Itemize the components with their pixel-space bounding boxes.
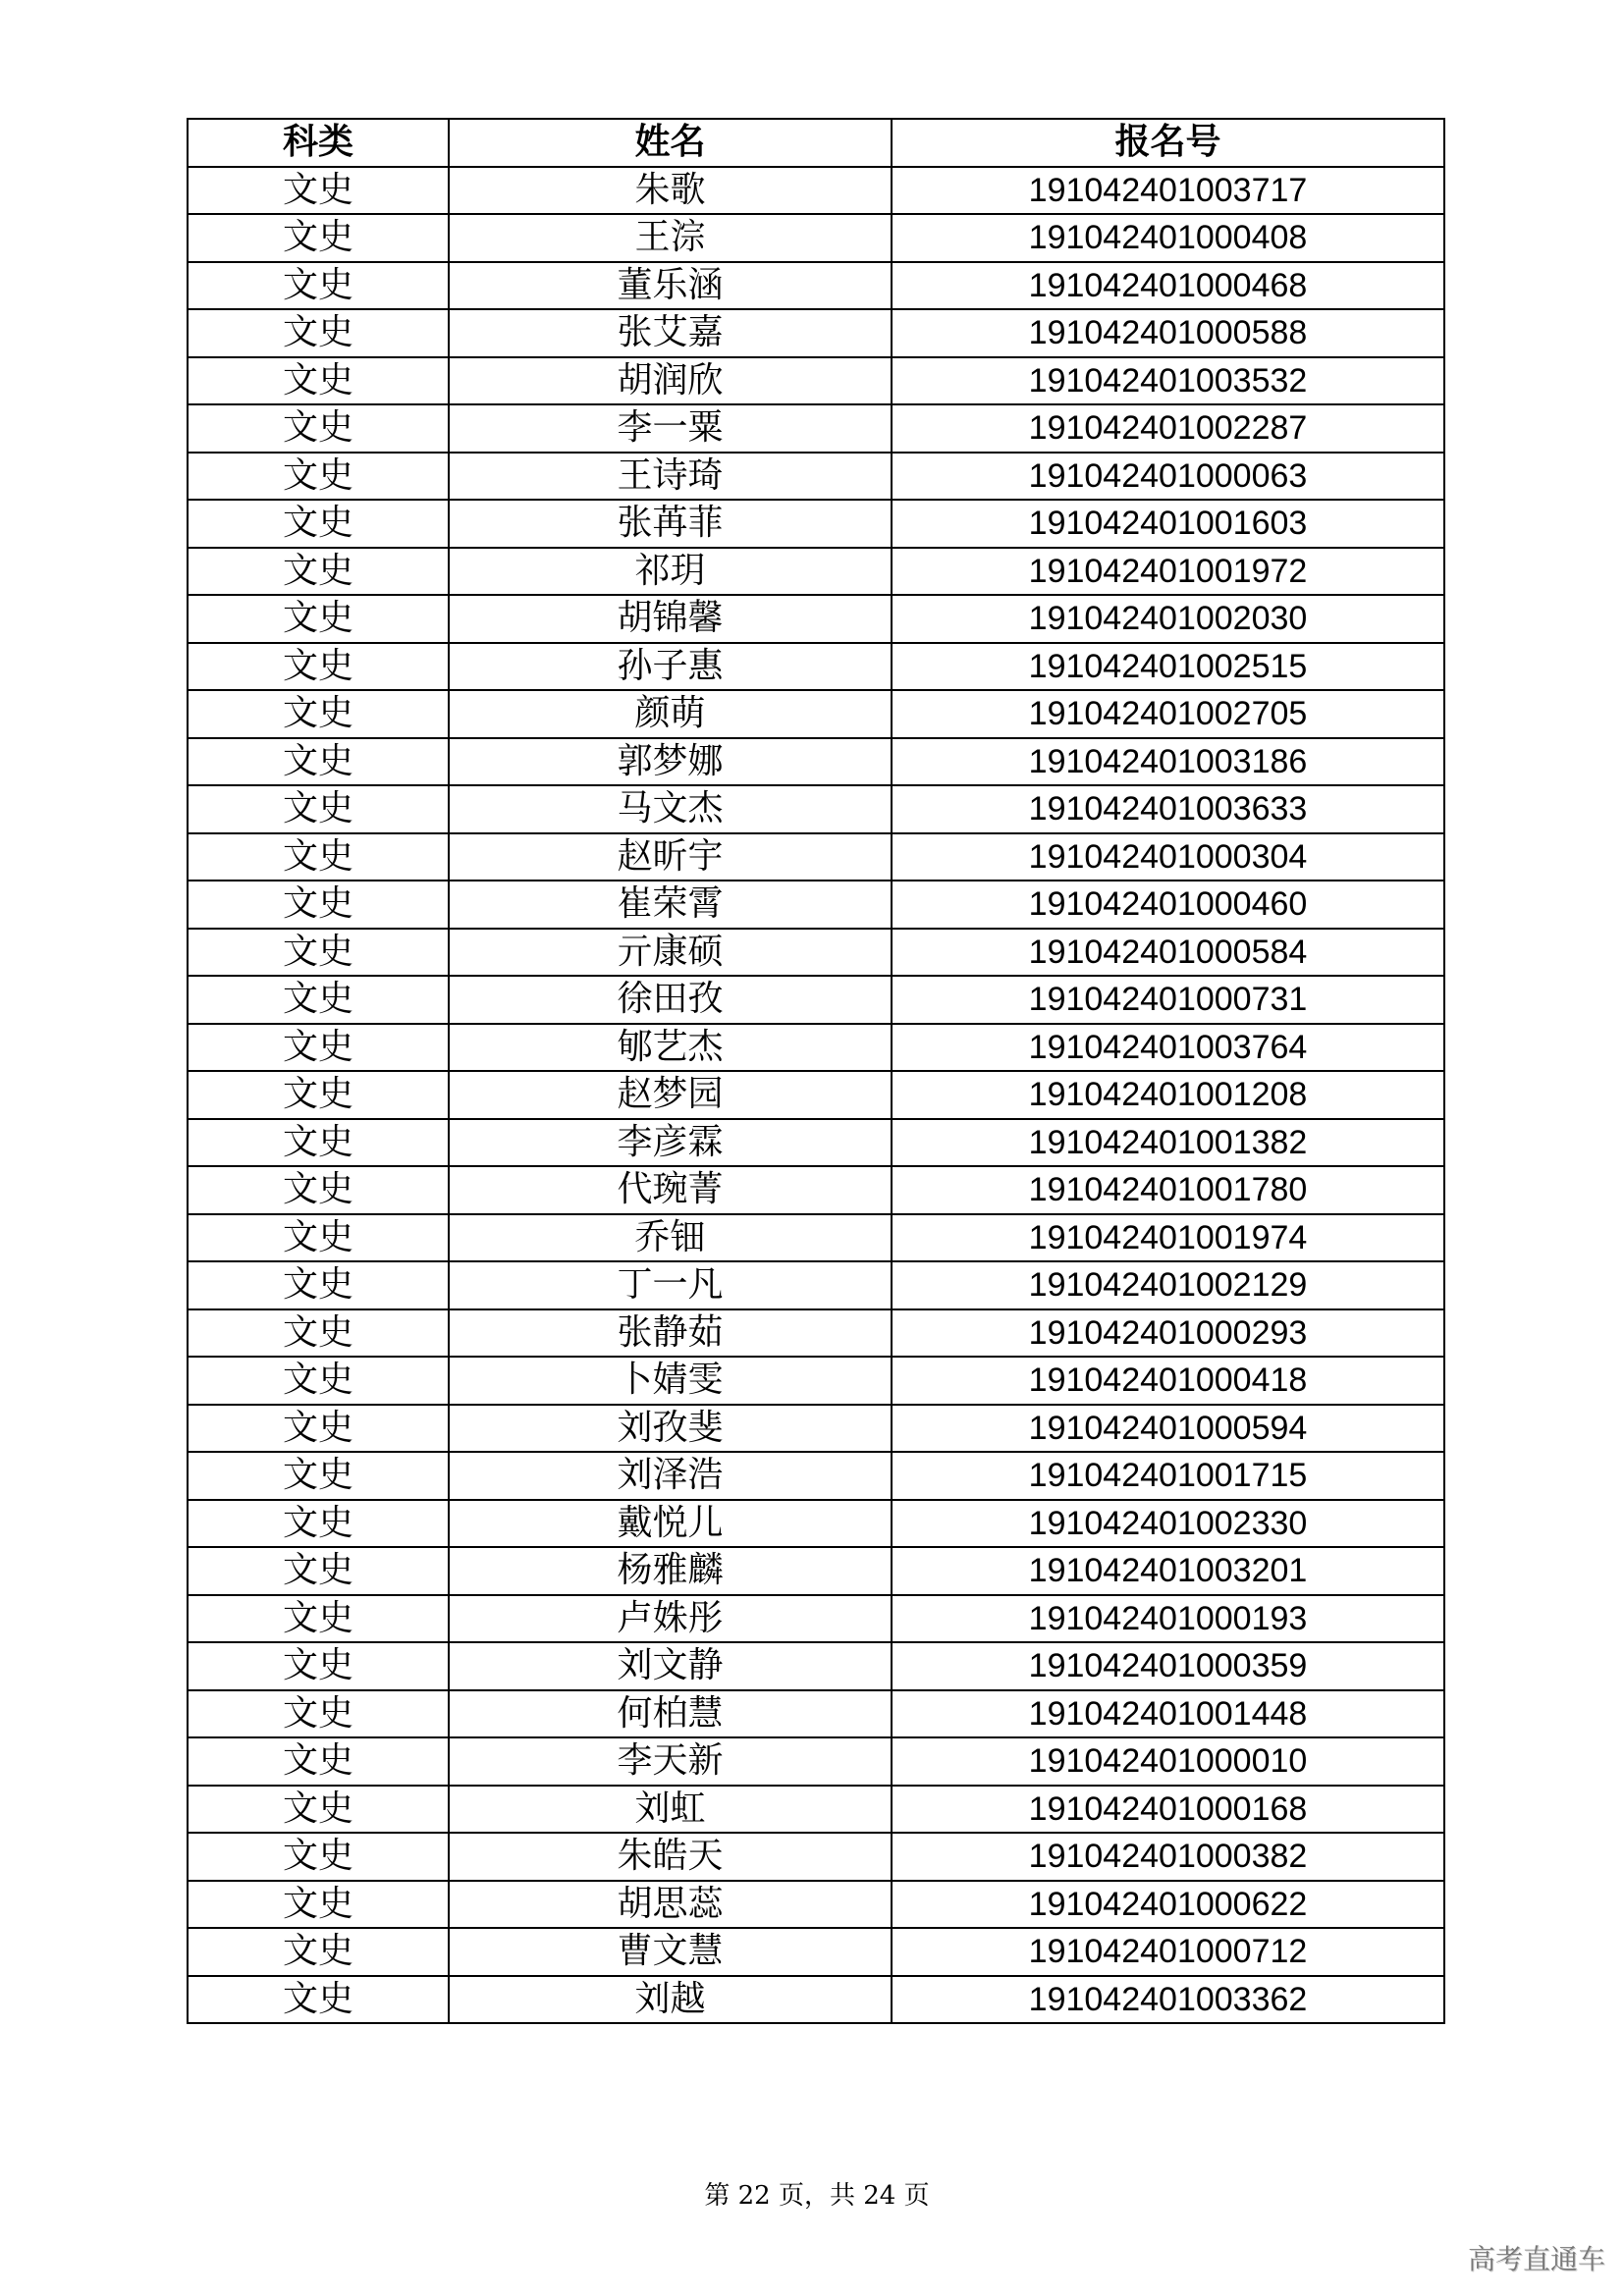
table-row — [188, 1261, 1444, 1309]
cell-registration-number: 191042401003186 — [892, 738, 1444, 786]
table-row — [188, 1024, 1444, 1072]
table-row — [188, 1119, 1444, 1167]
table-row — [188, 214, 1444, 262]
cell-registration-number: 191042401001603 — [892, 500, 1444, 548]
table-row — [188, 976, 1444, 1024]
cell-registration-number: 191042401000468 — [892, 262, 1444, 310]
cell-name: 颜萌 — [449, 690, 892, 738]
table-row — [188, 929, 1444, 977]
cell-name: 胡锦馨 — [449, 595, 892, 643]
table-row — [188, 1452, 1444, 1500]
cell-registration-number: 191042401000359 — [892, 1642, 1444, 1690]
cell-registration-number: 191042401000010 — [892, 1737, 1444, 1786]
cell-category: 文史 — [188, 1595, 449, 1643]
cell-category: 文史 — [188, 500, 449, 548]
cell-name: 马文杰 — [449, 785, 892, 833]
cell-category: 文史 — [188, 1119, 449, 1167]
cell-name: 代琬菁 — [449, 1166, 892, 1214]
cell-name: 刘越 — [449, 1976, 892, 2024]
cell-name: 刘文静 — [449, 1642, 892, 1690]
cell-category: 文史 — [188, 167, 449, 215]
cell-registration-number: 191042401000063 — [892, 453, 1444, 501]
cell-name: 郭梦娜 — [449, 738, 892, 786]
cell-registration-number: 191042401003201 — [892, 1547, 1444, 1595]
table-row — [188, 1166, 1444, 1214]
cell-category: 文史 — [188, 1690, 449, 1738]
table-row — [188, 1928, 1444, 1976]
cell-registration-number: 191042401002515 — [892, 643, 1444, 691]
cell-registration-number: 191042401001974 — [892, 1214, 1444, 1262]
cell-category: 文史 — [188, 1737, 449, 1786]
cell-category: 文史 — [188, 976, 449, 1024]
cell-category: 文史 — [188, 1452, 449, 1500]
cell-name: 朱皓天 — [449, 1833, 892, 1881]
cell-registration-number: 191042401000588 — [892, 309, 1444, 357]
cell-name: 崔荣霄 — [449, 881, 892, 929]
cell-name: 卜婧雯 — [449, 1357, 892, 1405]
cell-name: 何柏慧 — [449, 1690, 892, 1738]
table-row — [188, 595, 1444, 643]
table-row — [188, 785, 1444, 833]
cell-category: 文史 — [188, 1024, 449, 1072]
cell-category: 文史 — [188, 643, 449, 691]
cell-name: 赵昕宇 — [449, 833, 892, 881]
cell-registration-number: 191042401000584 — [892, 929, 1444, 977]
cell-category: 文史 — [188, 1642, 449, 1690]
cell-registration-number: 191042401000594 — [892, 1405, 1444, 1453]
cell-registration-number: 191042401003532 — [892, 357, 1444, 405]
table-row — [188, 1214, 1444, 1262]
cell-registration-number: 191042401003764 — [892, 1024, 1444, 1072]
cell-registration-number: 191042401002330 — [892, 1500, 1444, 1548]
cell-name: 朱歌 — [449, 167, 892, 215]
cell-name: 乔钿 — [449, 1214, 892, 1262]
cell-category: 文史 — [188, 833, 449, 881]
cell-category: 文史 — [188, 404, 449, 453]
table-row — [188, 167, 1444, 215]
cell-registration-number: 191042401001972 — [892, 548, 1444, 596]
cell-name: 赵梦园 — [449, 1071, 892, 1119]
cell-category: 文史 — [188, 1547, 449, 1595]
cell-category: 文史 — [188, 214, 449, 262]
cell-name: 胡思蕊 — [449, 1881, 892, 1929]
cell-name: 张苒菲 — [449, 500, 892, 548]
cell-category: 文史 — [188, 262, 449, 310]
table-row — [188, 500, 1444, 548]
cell-category: 文史 — [188, 1166, 449, 1214]
table-row — [188, 833, 1444, 881]
cell-registration-number: 191042401000382 — [892, 1833, 1444, 1881]
cell-registration-number: 191042401003717 — [892, 167, 1444, 215]
table-body — [188, 167, 1444, 2024]
cell-category: 文史 — [188, 929, 449, 977]
cell-name: 徐田孜 — [449, 976, 892, 1024]
cell-name: 郇艺杰 — [449, 1024, 892, 1072]
cell-name: 卢姝彤 — [449, 1595, 892, 1643]
admission-list-table — [187, 118, 1445, 2024]
cell-registration-number: 191042401001780 — [892, 1166, 1444, 1214]
cell-registration-number: 191042401002129 — [892, 1261, 1444, 1309]
cell-registration-number: 191042401003633 — [892, 785, 1444, 833]
cell-category: 文史 — [188, 881, 449, 929]
table-row — [188, 1500, 1444, 1548]
cell-name: 刘虹 — [449, 1786, 892, 1834]
table-row — [188, 1737, 1444, 1786]
cell-category: 文史 — [188, 785, 449, 833]
cell-registration-number: 191042401000168 — [892, 1786, 1444, 1834]
cell-name: 董乐涵 — [449, 262, 892, 310]
cell-registration-number: 191042401002030 — [892, 595, 1444, 643]
table-row — [188, 357, 1444, 405]
cell-category: 文史 — [188, 1928, 449, 1976]
table-row — [188, 1595, 1444, 1643]
cell-category: 文史 — [188, 357, 449, 405]
cell-registration-number: 191042401000408 — [892, 214, 1444, 262]
table-row — [188, 1786, 1444, 1834]
cell-name: 戴悦儿 — [449, 1500, 892, 1548]
cell-category: 文史 — [188, 453, 449, 501]
cell-category: 文史 — [188, 1357, 449, 1405]
cell-category: 文史 — [188, 738, 449, 786]
cell-category: 文史 — [188, 1261, 449, 1309]
cell-registration-number: 191042401003362 — [892, 1976, 1444, 2024]
table-row — [188, 1405, 1444, 1453]
table-header-row — [188, 119, 1444, 167]
table-row — [188, 881, 1444, 929]
table-row — [188, 1547, 1444, 1595]
cell-registration-number: 191042401000304 — [892, 833, 1444, 881]
cell-registration-number: 191042401000712 — [892, 1928, 1444, 1976]
cell-category: 文史 — [188, 1500, 449, 1548]
cell-name: 刘孜斐 — [449, 1405, 892, 1453]
cell-name: 胡润欣 — [449, 357, 892, 405]
table-row — [188, 1881, 1444, 1929]
cell-category: 文史 — [188, 1833, 449, 1881]
cell-name: 孙子惠 — [449, 643, 892, 691]
cell-name: 杨雅麟 — [449, 1547, 892, 1595]
cell-category: 文史 — [188, 548, 449, 596]
cell-name: 张静茹 — [449, 1309, 892, 1358]
cell-registration-number: 191042401000193 — [892, 1595, 1444, 1643]
header-name: 姓名 — [449, 119, 892, 167]
cell-registration-number: 191042401001715 — [892, 1452, 1444, 1500]
table-row — [188, 1976, 1444, 2024]
cell-name: 王淙 — [449, 214, 892, 262]
cell-category: 文史 — [188, 1976, 449, 2024]
cell-name: 王诗琦 — [449, 453, 892, 501]
cell-name: 李天新 — [449, 1737, 892, 1786]
table-row — [188, 1309, 1444, 1358]
header-category: 科类 — [188, 119, 449, 167]
cell-category: 文史 — [188, 1405, 449, 1453]
header-registration-number: 报名号 — [892, 119, 1444, 167]
watermark: 高考直通车 — [1468, 2243, 1606, 2275]
table-row — [188, 548, 1444, 596]
cell-category: 文史 — [188, 690, 449, 738]
cell-name: 曹文慧 — [449, 1928, 892, 1976]
cell-category: 文史 — [188, 1214, 449, 1262]
cell-category: 文史 — [188, 1786, 449, 1834]
table-row — [188, 690, 1444, 738]
cell-registration-number: 191042401000622 — [892, 1881, 1444, 1929]
cell-registration-number: 191042401000460 — [892, 881, 1444, 929]
table-row — [188, 1357, 1444, 1405]
cell-registration-number: 191042401001382 — [892, 1119, 1444, 1167]
cell-registration-number: 191042401002705 — [892, 690, 1444, 738]
cell-name: 李一粟 — [449, 404, 892, 453]
table-row — [188, 262, 1444, 310]
cell-registration-number: 191042401000731 — [892, 976, 1444, 1024]
cell-category: 文史 — [188, 1881, 449, 1929]
table-row — [188, 1690, 1444, 1738]
table-row — [188, 1071, 1444, 1119]
cell-name: 亓康硕 — [449, 929, 892, 977]
cell-registration-number: 191042401002287 — [892, 404, 1444, 453]
table-row — [188, 643, 1444, 691]
cell-registration-number: 191042401001448 — [892, 1690, 1444, 1738]
cell-category: 文史 — [188, 1309, 449, 1358]
table-row — [188, 1642, 1444, 1690]
table-row — [188, 309, 1444, 357]
cell-name: 李彦霖 — [449, 1119, 892, 1167]
cell-registration-number: 191042401000293 — [892, 1309, 1444, 1358]
cell-category: 文史 — [188, 1071, 449, 1119]
table-row — [188, 1833, 1444, 1881]
cell-registration-number: 191042401001208 — [892, 1071, 1444, 1119]
cell-category: 文史 — [188, 595, 449, 643]
table-row — [188, 738, 1444, 786]
cell-name: 刘泽浩 — [449, 1452, 892, 1500]
page-number: 第 22 页，共 24 页 — [704, 2181, 930, 2211]
cell-name: 张艾嘉 — [449, 309, 892, 357]
cell-name: 丁一凡 — [449, 1261, 892, 1309]
cell-registration-number: 191042401000418 — [892, 1357, 1444, 1405]
table-row — [188, 404, 1444, 453]
table-row — [188, 453, 1444, 501]
cell-name: 祁玥 — [449, 548, 892, 596]
cell-category: 文史 — [188, 309, 449, 357]
